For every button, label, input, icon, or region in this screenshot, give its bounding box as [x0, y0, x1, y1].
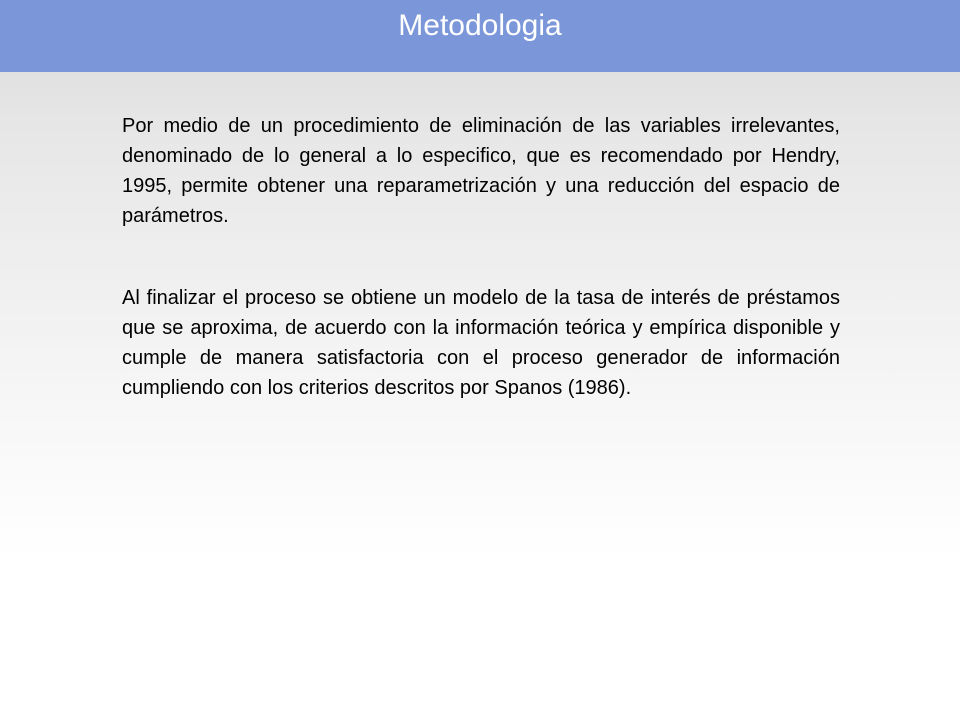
slide-title: Metodologia — [398, 9, 562, 42]
title-bar — [0, 0, 960, 72]
paragraph-result: Al finalizar el proceso se obtiene un modelo de la tasa de interés de préstamos que se aproxima, de acuerdo con la información teórica y empírica disponible y cumple de manera satisfactoria con el proceso generador de información cumpliendo con los criterios descritos por Spanos (1986). — [122, 287, 840, 399]
paragraph-methodology: Por medio de un procedimiento de eliminación de las variables irrelevantes, denominado de lo general a lo especifico, que es recomendado por Hendry, 1995, permite obtener una reparametrización y una reducción del espacio de parámetros. — [122, 115, 840, 227]
slide-body — [122, 111, 840, 403]
